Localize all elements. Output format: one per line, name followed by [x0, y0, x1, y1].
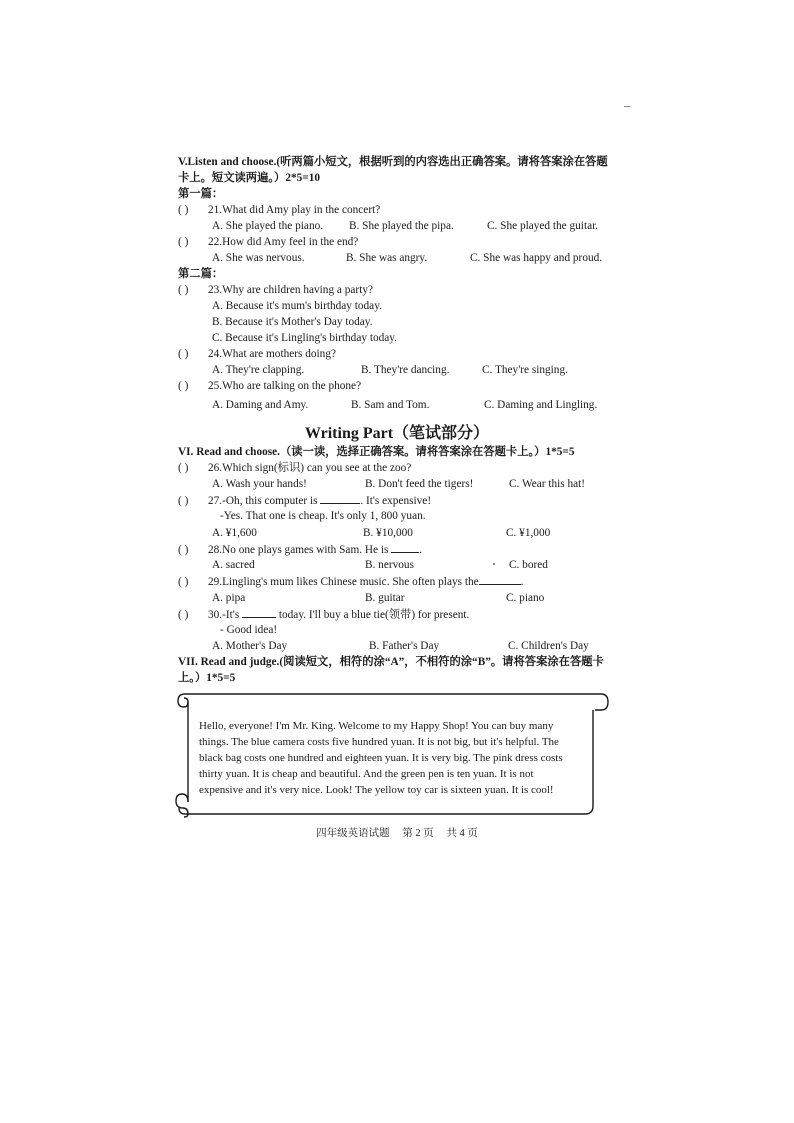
- option-29c: C. piano: [506, 592, 545, 604]
- question-29: [178, 574, 523, 590]
- question-stem: 26.Which sign(标识) can you see at the zoo?: [208, 462, 412, 474]
- option-23c: C. Because it's Lingling's birthday today.: [212, 332, 398, 344]
- option-29a: A. pipa: [212, 592, 246, 604]
- question-23: [178, 283, 373, 298]
- question-stem: 24.What are mothers doing?: [208, 348, 336, 360]
- option-26c: C. Wear this hat!: [509, 478, 586, 490]
- answer-blank: [479, 574, 521, 585]
- option-29b: B. guitar: [365, 592, 405, 604]
- part2-label: 第二篇：: [178, 268, 224, 280]
- answer-paren: ( ): [178, 576, 189, 588]
- option-25c: C. Daming and Lingling.: [484, 399, 598, 411]
- option-30b: B. Father's Day: [369, 640, 440, 652]
- answer-paren: ( ): [178, 348, 189, 360]
- option-28a: A. sacred: [212, 559, 255, 571]
- option-21a: A. She played the piano.: [212, 220, 324, 232]
- answer-paren: ( ): [178, 204, 189, 216]
- option-21b: B. She played the pipa.: [349, 220, 454, 232]
- part1-label: 第一篇：: [178, 188, 224, 200]
- question-stem: 22.How did Amy feel in the end?: [208, 236, 359, 248]
- answer-paren: ( ): [178, 380, 189, 392]
- answer-paren: ( ): [178, 236, 189, 248]
- passage-line: thirty yuan. It is cheap and beautiful. And the green pen is ten yuan. It is not: [199, 768, 534, 780]
- answer-blank: [391, 542, 419, 553]
- option-23a: A. Because it's mum's birthday today.: [212, 300, 382, 312]
- section7-heading-line2: 上。）1*5=5: [178, 672, 236, 684]
- section5-heading-line1: V.Listen and choose.(听两篇小短文，根据听到的内容选出正确答案。请将答案涂在答题: [178, 156, 608, 168]
- question-stem-part2: today. I'll buy a blue tie(领带) for present.: [278, 609, 470, 621]
- reading-passage: [199, 718, 583, 798]
- option-26a: A. Wash your hands!: [212, 478, 307, 490]
- question-stem: 25.Who are talking on the phone?: [208, 380, 362, 392]
- option-30a: A. Mother's Day: [212, 640, 288, 652]
- option-30c: C. Children's Day: [508, 640, 589, 652]
- option-28c: C. bored: [509, 559, 548, 571]
- section5-heading-line2: 卡上。短文读两遍。）2*5=10: [178, 172, 320, 184]
- option-28b: B. nervous: [365, 559, 414, 571]
- option-25a: A. Daming and Amy.: [212, 399, 309, 411]
- option-27b: B. ¥10,000: [363, 527, 413, 539]
- footer-title: 四年级英语试题: [316, 828, 390, 839]
- answer-paren: ( ): [178, 544, 189, 556]
- question-stem: 23.Why are children having a party?: [208, 284, 373, 296]
- option-24a: A. They're clapping.: [212, 364, 305, 376]
- question-stem: 21.What did Amy play in the concert?: [208, 204, 381, 216]
- option-27a: A. ¥1,600: [212, 527, 257, 539]
- option-24b: B. They're dancing.: [361, 364, 450, 376]
- question-27: [178, 493, 431, 509]
- question-21: [178, 203, 380, 218]
- page-footer: [0, 827, 794, 841]
- question-24: [178, 347, 336, 362]
- question-26: [178, 461, 411, 476]
- question-stem-part2: . It's expensive!: [360, 495, 432, 507]
- option-22c: C. She was happy and proud.: [470, 252, 603, 264]
- question-stem-part1: 30.-It's: [208, 609, 240, 621]
- scan-speck: [624, 106, 630, 107]
- question-stem-part1: 27.-Oh, this computer is: [208, 495, 318, 507]
- footer-page-total: 共 4 页: [446, 828, 478, 839]
- answer-blank: [242, 607, 276, 618]
- answer-blank: [320, 493, 360, 504]
- option-24c: C. They're singing.: [482, 364, 568, 376]
- passage-line: expensive and it's very nice. Look! The yellow toy car is sixteen yuan. It is cool!: [199, 784, 554, 796]
- question-stem-part2: .: [419, 544, 423, 556]
- question-stem-part1: 28.No one plays games with Sam. He is: [208, 544, 389, 556]
- option-23b: B. Because it's Mother's Day today.: [212, 316, 373, 328]
- answer-paren: ( ): [178, 609, 189, 621]
- writing-part-title: Writing Part（笔试部分）: [304, 425, 490, 442]
- option-21c: C. She played the guitar.: [487, 220, 599, 232]
- question-stem-part1: 29.Lingling's mum likes Chinese music. She often plays the: [208, 576, 479, 588]
- answer-paren: ( ): [178, 284, 189, 296]
- question-30-reply: - Good idea!: [220, 624, 278, 636]
- question-30: [178, 607, 469, 623]
- scan-speck: [493, 563, 495, 565]
- question-28: [178, 542, 422, 558]
- section7-heading-line1: VII. Read and judge.(阅读短文，相符的涂“A”，不相符的涂“B”。请将答案涂在答题卡: [178, 656, 604, 668]
- answer-paren: ( ): [178, 462, 189, 474]
- answer-paren: ( ): [178, 495, 189, 507]
- option-25b: B. Sam and Tom.: [351, 399, 430, 411]
- question-27-reply: -Yes. That one is cheap. It's only 1, 800 yuan.: [220, 510, 426, 522]
- option-26b: B. Don't feed the tigers!: [365, 478, 474, 490]
- option-27c: C. ¥1,000: [506, 527, 551, 539]
- passage-line: things. The blue camera costs five hundred yuan. It is not big, but it's helpful. The: [199, 736, 559, 748]
- option-22b: B. She was angry.: [346, 252, 428, 264]
- footer-page-number: 第 2 页: [402, 828, 434, 839]
- section6-heading: VI. Read and choose.（读一读，选择正确答案。请将答案涂在答题卡上。）1*5=5: [178, 446, 575, 458]
- question-22: [178, 235, 358, 250]
- option-22a: A. She was nervous.: [212, 252, 305, 264]
- passage-line: black bag costs one hundred and eighteen yuan. It is very big. The pink dress costs: [199, 752, 563, 764]
- question-stem-part2: .: [520, 576, 524, 588]
- question-25: [178, 379, 361, 394]
- passage-line: Hello, everyone! I'm Mr. King. Welcome to my Happy Shop! You can buy many: [199, 720, 554, 732]
